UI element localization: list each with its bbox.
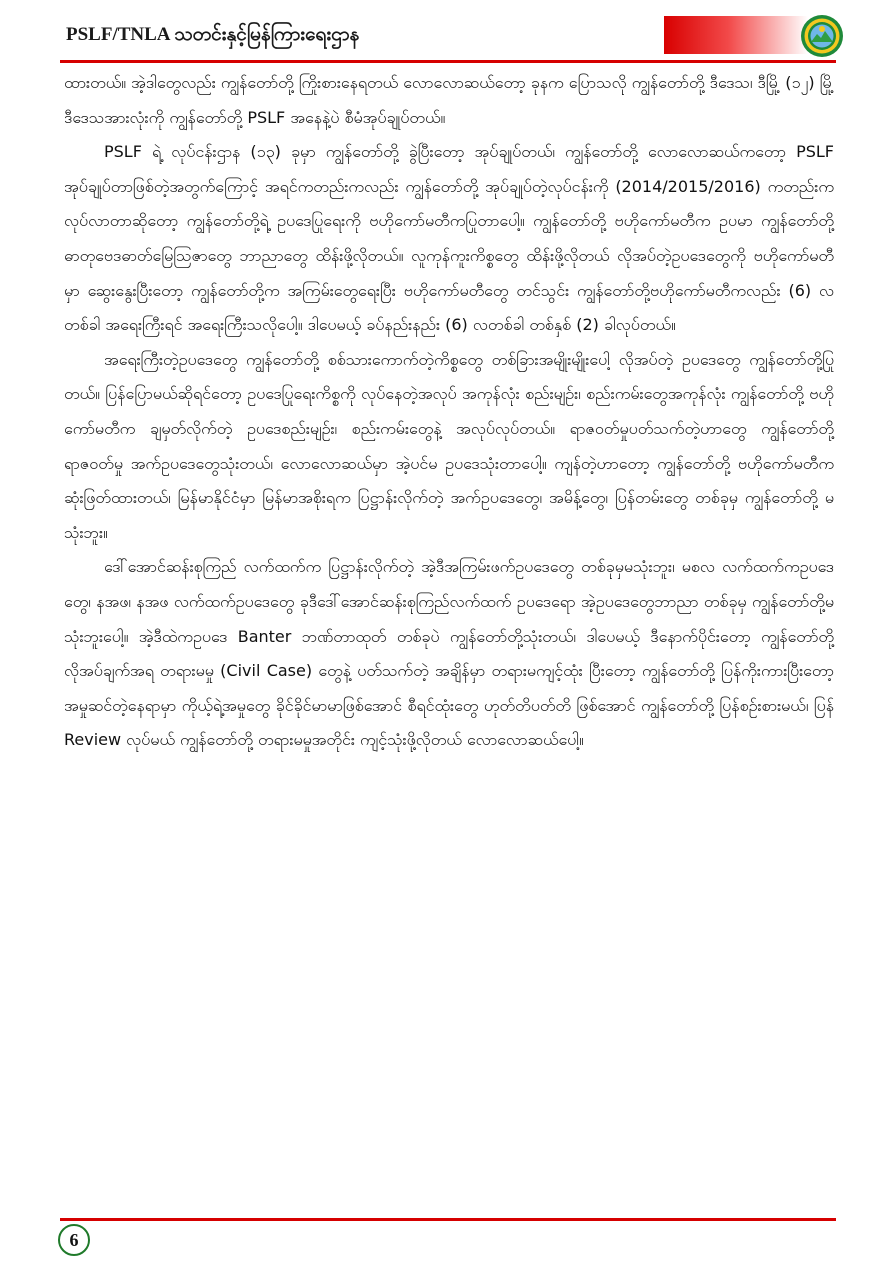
- paragraph-4: ဒေါ်အောင်ဆန်းစုကြည် လက်ထက်က ပြဋ္ဌာန်းလိုက်တဲ့ အဲ့ဒီအကြမ်းဖက်ဥပဒေတွေ တစ်ခုမှမသုံးဘူး၊ မစလ လက်ထက်ကဥပဒေတွေ၊ နအဖ၊ နအဖ လက်ထက်ဥပဒေတွေ ခုဒီဒေါ်အောင်ဆန်းစုကြည်လက်ထက် ဥပဒေရော အဲ့ဥပဒေတွေဘာညာ တစ်ခုမှ ကျွန်တော်တို့မသုံးဘူးပေါ့။ အဲ့ဒီထဲကဥပဒေ Banter ဘဏ်တာထုတ် တစ်ခုပဲ ကျွန်တော်တို့သုံးတယ်၊ ဒါပေမယ့် ဒီနောက်ပိုင်းတော့ ကျွန်တော်တို့ လိုအပ်ချက်အရ တရားမမှု (Civil Case) တွေနဲ့ ပတ်သက်တဲ့ အချိန်မှာ တရားမကျင့်ထုံး ပြီးတော့ ကျွန်တော်တို့ ပြန်ကိုးကားပြီးတော့ အမှုဆင်တဲ့နေရာမှာ ကိုယ့်ရဲ့အမှုတွေ ခိုင်ခိုင်မာမာဖြစ်အောင် စီရင်ထုံးတွေ ဟုတ်တိပတ်တိ ဖြစ်အောင် ကျွန်တော်တို့ ပြန်စဉ်းစားမယ်၊ ပြန် Review လုပ်မယ် ကျွန်တော်တို့ တရားမမှုအတိုင်း ကျင့်သုံးဖို့လိုတယ် လောလောဆယ်ပေါ့။: [64, 557, 834, 750]
- page-number: 6: [58, 1224, 90, 1256]
- paragraph-1: ထားတယ်။ အဲ့ဒါတွေလည်း ကျွန်တော်တို့ ကြိုးစားနေရတယ် လောလောဆယ်တော့ ခုနက ပြောသလို ကျွန်တော်တို့ ဒီဒေသ၊ ဒီမြို့ (၁၂) မြို့ ဒီဒေသအားလုံးကို ကျွန်တော်တို့ PSLF အနေနဲ့ပဲ စီမံအုပ်ချုပ်တယ်။: [64, 73, 834, 127]
- header-divider: [60, 60, 836, 63]
- paragraph-3: အရေးကြီးတဲ့ဥပဒေတွေ ကျွန်တော်တို့ စစ်သားကောက်တဲ့ကိစ္စတွေ တစ်ခြားအမျိုးမျိုးပေါ့ လိုအပ်တဲ့ ဥပဒေတွေ ကျွန်တော်တို့ပြုတယ်။ ပြန်ပြောမယ်ဆိုရင်တော့ ဥပဒေပြုရေးကိစ္စကို လုပ်နေတဲ့အလုပ် အကုန်လုံး စည်းမျဉ်း၊ စည်းကမ်းတွေအကုန်လုံး ကျွန်တော်တို့ ဗဟိုကော်မတီက ချမှတ်လိုက်တဲ့ ဥပဒေစည်းမျဉ်း၊ စည်းကမ်းတွေနဲ့ အလုပ်လုပ်တယ်။ ရာဇဝတ်မှုပတ်သက်တဲ့ဟာတွေ ကျွန်တော်တို့ ရာဇဝတ်မှု အက်ဥပဒေတွေသုံးတယ်၊ လောလောဆယ်မှာ အဲ့ပင်မ ဥပဒေသုံးတာပေါ့။ ကျန်တဲ့ဟာတော့ ကျွန်တော်တို့ ဗဟိုကော်မတီက ဆုံးဖြတ်ထားတယ်၊ မြန်မာနိုင်ငံမှာ မြန်မာအစိုးရက ပြဋ္ဌာန်းလိုက်တဲ့ အက်ဥပဒေတွေ၊ အမိန့်တွေ၊ ပြန်တမ်းတွေ တစ်ခုမှ ကျွန်တော်တို့ မသုံးဘူး။: [64, 349, 834, 542]
- page-header: [0, 0, 896, 68]
- article-body: [64, 66, 834, 758]
- footer-divider: [60, 1218, 836, 1221]
- paragraph-2: PSLF ရဲ့ လုပ်ငန်းဌာန (၁၃) ခုမှာ ကျွန်တော်တို့ ခွဲပြီးတော့ အုပ်ချုပ်တယ်၊ ကျွန်တော်တို့ လောလောဆယ်ကတော့ PSLF အုပ်ချုပ်တာဖြစ်တဲ့အတွက်ကြောင့် အရင်ကတည်းကလည်း ကျွန်တော်တို့ အုပ်ချုပ်တဲ့လုပ်ငန်းကို (2014/2015/2016) ကတည်းက လုပ်လာတာဆိုတော့ ကျွန်တော်တို့ရဲ့ ဥပဒေပြုရေးကို ဗဟိုကော်မတီကပြုတာပေါ့။ ကျွန်တော်တို့ ဗဟိုကော်မတီက ဥပမာ ကျွန်တော်တို့ ဓာတုဗေဒဓာတ်မြေသြဇာတွေ ဘာညာတွေ ထိန်းဖို့လိုတယ်။ လူကုန်ကူးကိစ္စတွေ ထိန်းဖို့လိုတယ် လိုအပ်တဲ့ဥပဒေတွေကို ဗဟိုကော်မတီမှာ ဆွေးနွေးပြီးတော့ ကျွန်တော်တို့က အကြမ်းတွေရေးပြီး ဗဟိုကော်မတီတွေ တင်သွင်း ကျွန်တော်တို့ဗဟိုကော်မတီကလည်း (6) လတစ်ခါ အရေးကြီးရင် အရေးကြီးသလိုပေါ့။ ဒါပေမယ့် ခပ်နည်းနည်း (6) လတစ်ခါ တစ်နှစ် (2) ခါလုပ်တယ်။: [64, 142, 835, 335]
- publication-title: PSLF/TNLA သတင်းနှင့်မြန်ကြားရေးဌာန: [66, 24, 360, 45]
- header-red-banner: [664, 16, 808, 54]
- emblem-icon: [800, 14, 844, 58]
